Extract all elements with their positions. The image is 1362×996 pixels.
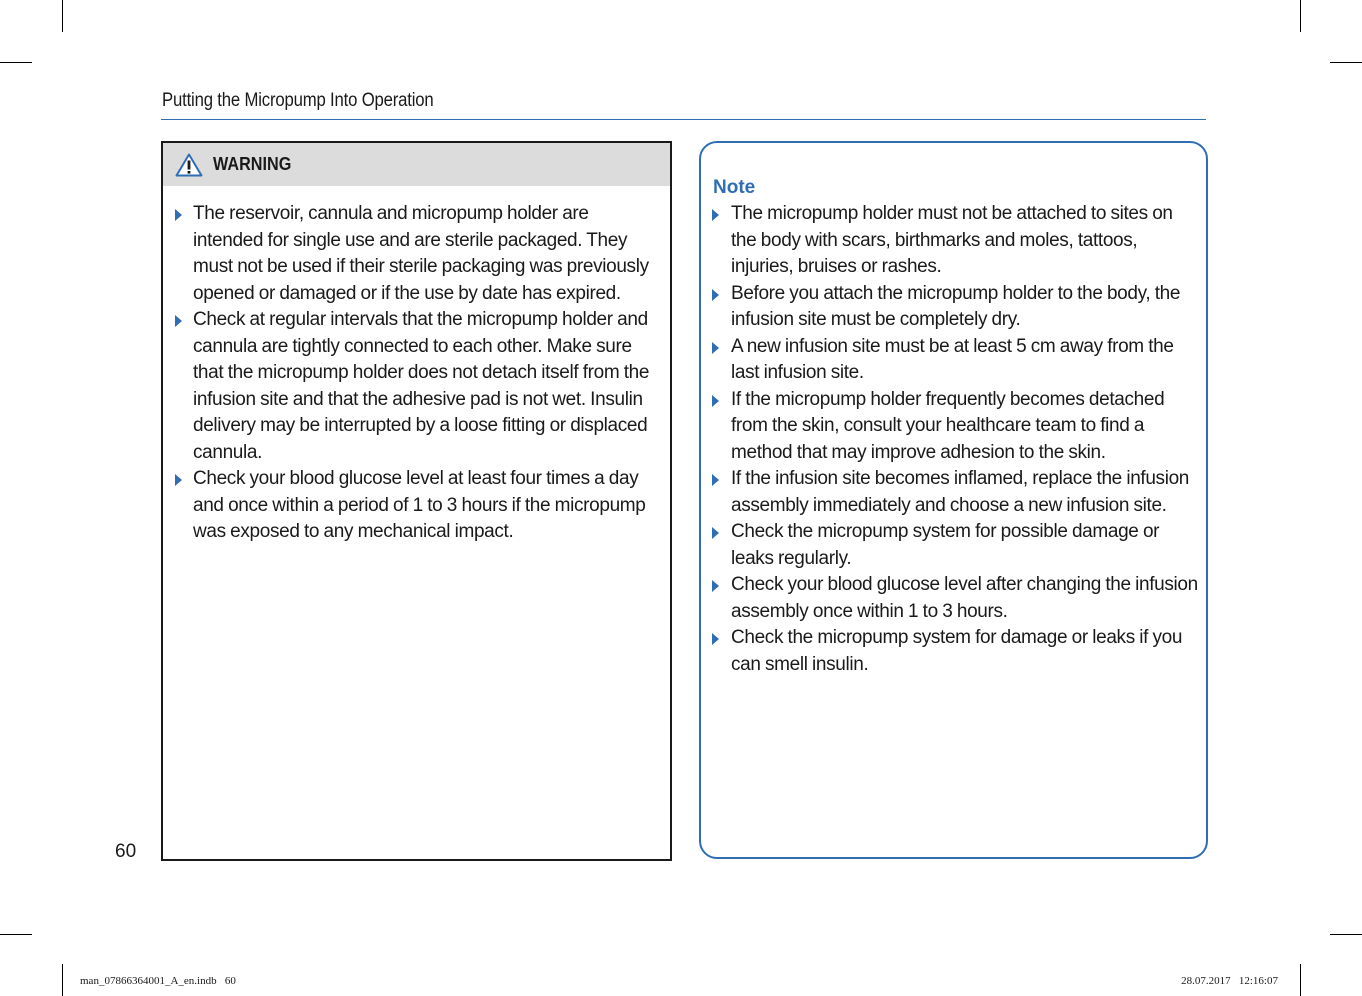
warning-item-text: Check at regular intervals that the micropump holder and cannula are tightly connected to each other. Make sure that the micropump holder does not detach itself from the infusion site and that the adhesive pad is not wet. Insulin delivery may be interrupted by a loose fitting or displaced cannula. <box>193 309 650 463</box>
bullet-arrow-icon <box>712 289 719 301</box>
bullet-arrow-icon <box>175 315 182 327</box>
note-item-text: The micropump holder must not be attached to sites on the body with scars, birthmarks and moles, tattoos, injuries, bruises or rashes. <box>731 203 1173 277</box>
note-title: Note <box>713 177 756 198</box>
crop-mark-bottom-left-horizontal <box>0 934 32 935</box>
bullet-arrow-icon <box>712 342 719 354</box>
note-item <box>712 519 1202 572</box>
warning-item-text: The reservoir, cannula and micropump holder are intended for single use and are sterile packaged. They must not be used if their sterile packaging was previously opened or damaged or if the use by date has expired. <box>193 203 649 304</box>
warning-header <box>163 143 670 186</box>
warning-triangle-icon <box>175 153 203 177</box>
note-item <box>712 387 1202 467</box>
header-divider <box>161 119 1206 120</box>
warning-item <box>175 201 662 307</box>
warning-item-text: Check your blood glucose level at least four times a day and once within a period of 1 to 3 hours if the micropump was exposed to any mechanical impact. <box>193 468 646 542</box>
page-number: 60 <box>115 841 137 862</box>
note-item-text: Check your blood glucose level after changing the infusion assembly once within 1 to 3 hours. <box>731 574 1198 622</box>
note-item-text: If the infusion site becomes inflamed, replace the infusion assembly immediately and choose a new infusion site. <box>731 468 1190 516</box>
note-list <box>712 201 1202 678</box>
note-item-text: Check the micropump system for damage or leaks if you can smell insulin. <box>731 627 1183 675</box>
note-box <box>699 141 1208 859</box>
warning-list <box>163 186 670 546</box>
footer-file-slug: man_07866364001_A_en.indb 60 <box>80 975 236 987</box>
note-item <box>712 201 1202 281</box>
note-item <box>712 572 1202 625</box>
crop-mark-top-right-vertical <box>1300 0 1301 32</box>
bullet-arrow-icon <box>712 395 719 407</box>
bullet-arrow-icon <box>712 527 719 539</box>
bullet-arrow-icon <box>712 209 719 221</box>
bullet-arrow-icon <box>712 474 719 486</box>
warning-item <box>175 307 662 466</box>
footer-timestamp: 28.07.2017 12:16:07 <box>1181 975 1278 987</box>
note-item <box>712 625 1202 678</box>
note-item <box>712 466 1202 519</box>
crop-mark-bottom-right-vertical <box>1300 964 1301 996</box>
bullet-arrow-icon <box>175 474 182 486</box>
page-header-title: Putting the Micropump Into Operation <box>162 90 434 111</box>
note-item-text: Before you attach the micropump holder to the body, the infusion site must be completely dry. <box>731 282 1181 330</box>
note-item-text: Check the micropump system for possible damage or leaks regularly. <box>731 521 1160 569</box>
crop-mark-bottom-left-vertical <box>62 964 63 996</box>
note-item-text: A new infusion site must be at least 5 cm away from the last infusion site. <box>731 335 1174 383</box>
bullet-arrow-icon <box>175 209 182 221</box>
bullet-arrow-icon <box>712 633 719 645</box>
crop-mark-top-left-horizontal <box>0 62 32 63</box>
crop-mark-top-left-vertical <box>62 0 63 32</box>
note-item <box>712 281 1202 334</box>
warning-box <box>161 141 672 861</box>
crop-mark-bottom-right-horizontal <box>1330 934 1362 935</box>
crop-mark-top-right-horizontal <box>1330 62 1362 63</box>
note-item <box>712 334 1202 387</box>
note-item-text: If the micropump holder frequently becomes detached from the skin, consult your healthcare team to find a method that may improve adhesion to the skin. <box>731 388 1165 463</box>
bullet-arrow-icon <box>712 580 719 592</box>
warning-item <box>175 466 662 546</box>
warning-title: WARNING <box>213 154 292 174</box>
